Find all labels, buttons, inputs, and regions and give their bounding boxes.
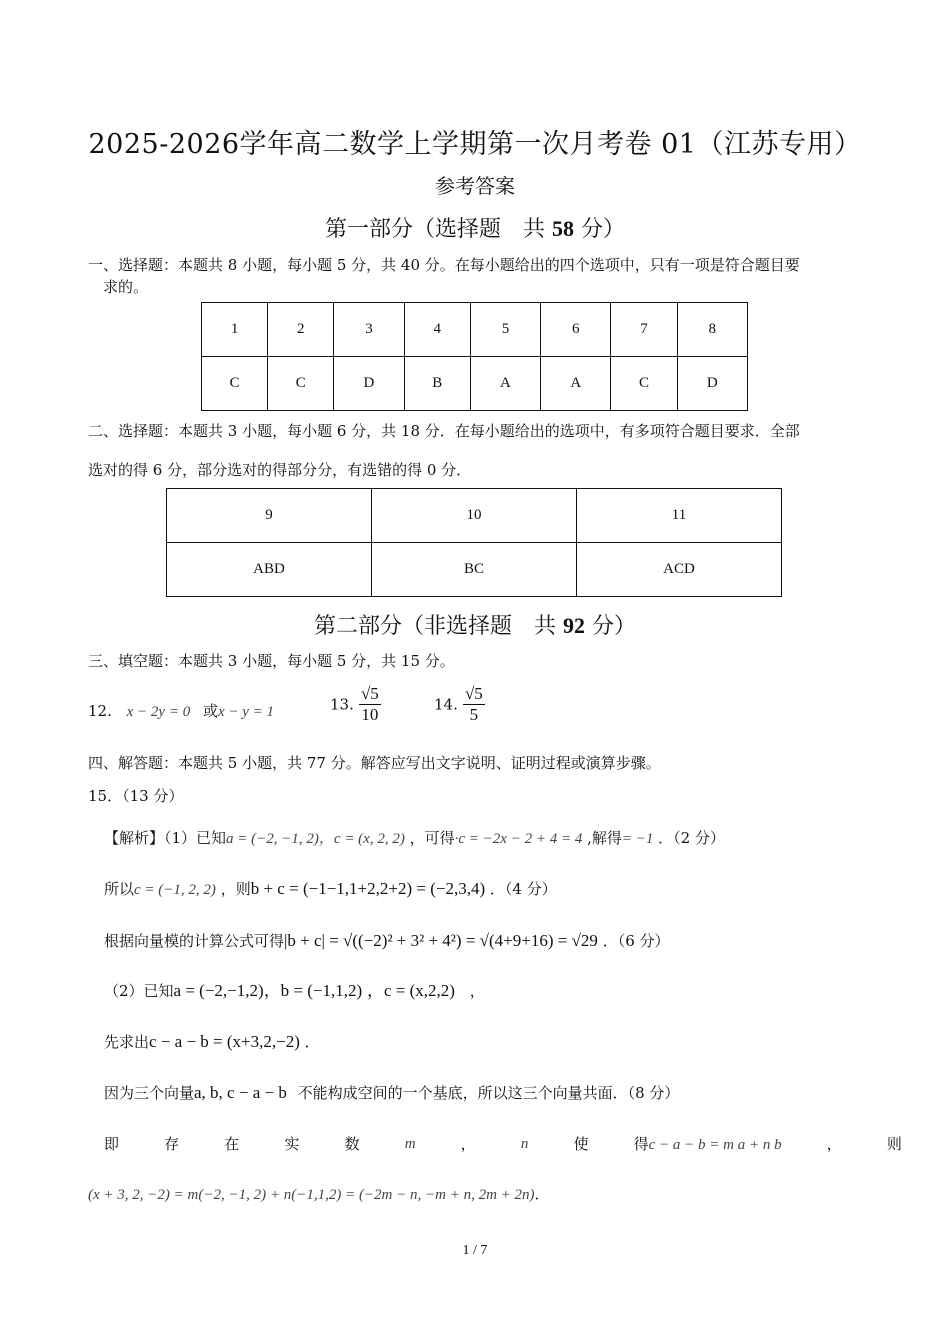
l8-end: ． bbox=[534, 1185, 550, 1203]
l7-comma2: ， bbox=[826, 1135, 842, 1153]
q12-row bbox=[88, 700, 274, 723]
sec1-answer-cell: C bbox=[611, 357, 677, 411]
l5-pre: 先求出 bbox=[104, 1033, 150, 1051]
l4-pre: （2）已知 bbox=[104, 982, 174, 1000]
l6-pre: 因为三个向量 bbox=[104, 1084, 195, 1102]
l7-eq: c − a − b = m a + n b bbox=[648, 1137, 782, 1153]
sec2-header-cell: 9 bbox=[167, 489, 372, 543]
l4-vector-c: ，c = (x,2,2) bbox=[366, 981, 455, 1000]
q14-denominator: 5 bbox=[469, 705, 479, 724]
sec2-header-cell: 10 bbox=[372, 489, 577, 543]
l8-eq: (x + 3, 2, −2) = m(−2, −1, 2) + n(−1,1,2) = (−2m − n, −m + n, 2m + 2n) bbox=[88, 1187, 535, 1203]
l5-end: ． bbox=[304, 1033, 320, 1051]
sec1-answer-cell: A bbox=[470, 357, 540, 411]
sec2-line2: 选对的得 6 分，部分选对的得部分分，有选错的得 0 分． bbox=[88, 461, 472, 479]
l1-solve: ,解得 bbox=[587, 829, 622, 847]
sec2-header-row bbox=[167, 489, 782, 543]
l1-dot: ·c = −2x − 2 + 4 = 4 bbox=[454, 831, 583, 847]
l7-ze: 则 bbox=[886, 1135, 902, 1153]
q15-label: 15．（13 分） bbox=[88, 787, 184, 805]
part1-heading bbox=[0, 212, 950, 243]
sec1-header-row bbox=[202, 303, 748, 357]
l7-n: n bbox=[520, 1136, 529, 1152]
q12-label: 12. bbox=[88, 702, 112, 720]
l1-score: ．（2 分） bbox=[658, 829, 725, 847]
l3-score: ．（6 分） bbox=[602, 932, 670, 950]
l7-m: m bbox=[404, 1136, 416, 1152]
l4-vector-a: a = (−2,−1,2) bbox=[173, 981, 264, 1000]
sec1-answer-cell: A bbox=[541, 357, 611, 411]
l2-sum: b + c = (−1−1,1+2,2+2) = (−2,3,4) bbox=[250, 879, 486, 898]
q14-row bbox=[434, 684, 485, 725]
solution-line-5 bbox=[104, 1031, 904, 1053]
l6-vectors: a, b, c − a − b bbox=[194, 1083, 287, 1102]
l7-word: 在 bbox=[224, 1135, 240, 1153]
q13-numerator: √5 bbox=[360, 684, 379, 703]
q14-numerator: √5 bbox=[464, 684, 483, 703]
l3-eq: |b + c| = √((−2)² + 3² + 4²) = √(4+9+16) = √29 bbox=[284, 931, 598, 950]
sec2-answer-row bbox=[167, 543, 782, 597]
q13-row bbox=[330, 684, 381, 725]
sec1-answer-cell: C bbox=[268, 357, 334, 411]
sec2-header-cell: 11 bbox=[577, 489, 782, 543]
sec1-header-cell: 7 bbox=[611, 303, 677, 357]
solution-line-1 bbox=[104, 827, 904, 850]
solution-line-2 bbox=[104, 878, 904, 901]
l1-vector-c: ，c = (x, 2, 2) bbox=[318, 831, 405, 847]
l1-pre: 【解析】（1）已知 bbox=[104, 829, 227, 847]
sec1-answer-row bbox=[202, 357, 748, 411]
l7-word: 数 bbox=[344, 1135, 360, 1153]
sec1-answer-cell: C bbox=[202, 357, 268, 411]
sec1-header-cell: 4 bbox=[404, 303, 470, 357]
sec3-line1: 三、填空题：本题共 3 小题，每小题 5 分，共 15 分。 bbox=[88, 652, 455, 670]
solution-line-4 bbox=[104, 980, 904, 1002]
q13-fraction bbox=[359, 684, 381, 725]
solution-line-7 bbox=[104, 1133, 902, 1156]
q12-answer-b: x − y = 1 bbox=[218, 704, 275, 720]
sec1-header-cell: 1 bbox=[202, 303, 268, 357]
sec1-header-cell: 5 bbox=[470, 303, 540, 357]
l7-word: 即 bbox=[104, 1135, 120, 1153]
sec1-header-cell: 2 bbox=[268, 303, 334, 357]
l2-pre: 所以 bbox=[104, 880, 135, 898]
part1-heading-text: 第一部分（选择题 共 bbox=[324, 217, 545, 242]
part2-heading-score: 92 bbox=[563, 613, 585, 638]
sec4-line1: 四、解答题：本题共 5 小题，共 77 分。解答应写出文字说明、证明过程或演算步骤。 bbox=[88, 754, 661, 772]
sec1-line2: 求的。 bbox=[103, 278, 149, 296]
q12-or: 或 bbox=[202, 702, 218, 720]
l2-score: ．（4 分） bbox=[489, 880, 557, 898]
part1-heading-unit: 分） bbox=[581, 217, 626, 242]
solution-line-8 bbox=[88, 1183, 888, 1206]
q14-fraction bbox=[463, 684, 485, 725]
q14-label: 14. bbox=[434, 695, 458, 714]
l7-word: 存 bbox=[164, 1135, 180, 1153]
l7-word: 实 bbox=[284, 1135, 300, 1153]
sec1-answer-cell: D bbox=[334, 357, 404, 411]
l5-eq: c − a − b = (x+3,2,−2) bbox=[149, 1032, 300, 1051]
sec1-instruction bbox=[88, 254, 888, 298]
sec2-answer-table bbox=[166, 488, 782, 597]
page-number: 1 / 7 bbox=[462, 1243, 488, 1258]
sec2-answer-cell: ABD bbox=[167, 543, 372, 597]
sec1-answer-table bbox=[201, 302, 748, 411]
l6-text: 不能构成空间的一个基底，所以这三个向量共面．（8 分） bbox=[297, 1084, 680, 1102]
sec2-answer-cell: BC bbox=[372, 543, 577, 597]
page-title: 2025-2026学年高二数学上学期第一次月考卷 01（江苏专用） bbox=[88, 129, 862, 160]
l7-comma: ， bbox=[460, 1135, 476, 1153]
l3-pre: 根据向量模的计算公式可得 bbox=[104, 932, 285, 950]
q12-answer-a: x − 2y = 0 bbox=[126, 704, 191, 720]
sec1-answer-cell: B bbox=[404, 357, 470, 411]
solution-line-3 bbox=[104, 930, 904, 952]
l2-then: ，则 bbox=[220, 880, 251, 898]
sec2-line1: 二、选择题：本题共 3 小题，每小题 6 分，共 18 分．在每小题给出的选项中，有多项符合题目要求．全部 bbox=[88, 422, 800, 440]
sec1-header-cell: 6 bbox=[541, 303, 611, 357]
solution-line-6 bbox=[104, 1082, 904, 1104]
part2-heading-unit: 分） bbox=[592, 614, 637, 639]
l7-shi: 使 bbox=[573, 1135, 589, 1153]
q13-denominator: 10 bbox=[361, 705, 379, 724]
l1-vector-a: a = (−2, −1, 2) bbox=[226, 831, 319, 847]
part1-heading-score: 58 bbox=[552, 216, 574, 241]
sec1-header-cell: 8 bbox=[677, 303, 747, 357]
sec1-line1: 一、选择题：本题共 8 小题，每小题 5 分，共 40 分。在每小题给出的四个选项中，只有一项是符合题目要 bbox=[88, 256, 800, 274]
q13-label: 13. bbox=[330, 695, 354, 714]
sec1-header-cell: 3 bbox=[334, 303, 404, 357]
l1-x: = −1 bbox=[621, 831, 654, 847]
sec1-answer-cell: D bbox=[677, 357, 747, 411]
part2-heading-text: 第二部分（非选择题 共 bbox=[313, 614, 556, 639]
l4-end: ， bbox=[469, 982, 485, 1000]
page-subtitle: 参考答案 bbox=[435, 174, 515, 198]
l4-vector-b: ，b = (−1,1,2) bbox=[263, 981, 363, 1000]
l1-mid: ，可得 bbox=[409, 829, 455, 847]
l7-de: 得 bbox=[633, 1135, 649, 1153]
l2-vector-c: c = (−1, 2, 2) bbox=[134, 882, 216, 898]
sec2-answer-cell: ACD bbox=[577, 543, 782, 597]
part2-heading bbox=[0, 609, 950, 640]
